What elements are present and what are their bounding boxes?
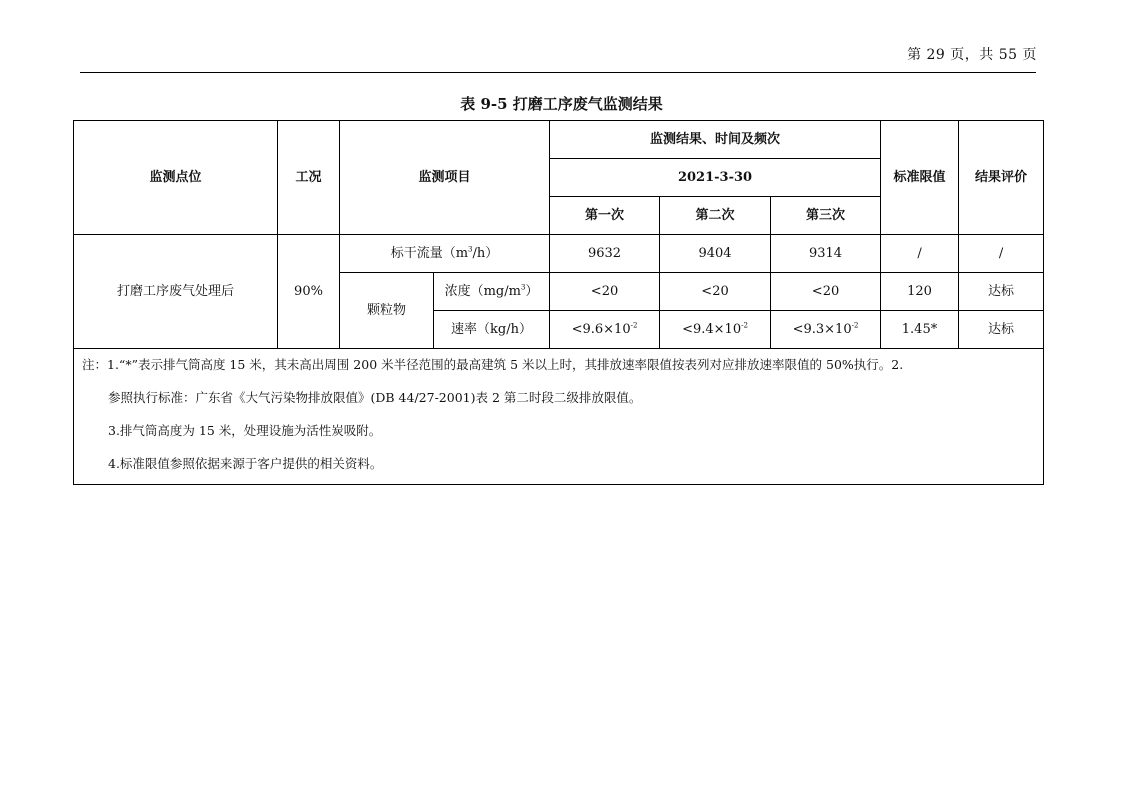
flow-limit: / [881,235,959,273]
monitoring-point-label: 打磨工序废气处理后 [116,283,234,299]
header-time-1: 第一次 [550,197,660,235]
rate-value-2-base: <9.4×10 [682,321,742,337]
rate-value-2-exp: -2 [741,321,748,330]
item-concentration-sup: 3 [520,283,526,292]
notes-row [74,349,1044,485]
concentration-value-2: <20 [660,273,771,311]
rate-value-1 [550,311,660,349]
concentration-evaluation: 达标 [959,273,1044,311]
item-flow-label: 标干流量（m [390,245,469,261]
item-concentration-label: 浓度（mg/m [444,283,521,299]
header-time-3: 第三次 [771,197,881,235]
flow-value-1: 9632 [550,235,660,273]
item-concentration-tail: ） [525,283,539,299]
header-date: 2021-3-30 [550,159,881,197]
rate-value-3 [771,311,881,349]
note-1: 注：1.“*”表示排气筒高度 15 米，其未高出周围 200 米半径范围的最高建筑 5 米以上时，其排放速率限值按表列对应排放速率限值的 50%执行。2. [82,357,904,372]
condition-value: 90% [294,283,323,299]
header-point: 监测点位 [74,121,278,235]
header-evaluation: 结果评价 [959,121,1044,235]
notes-cell [74,349,1044,485]
header-time-2: 第二次 [660,197,771,235]
table-row [74,235,1044,273]
note-3: 3.排气筒高度为 15 米，处理设施为活性炭吸附。 [108,423,382,438]
rate-value-2 [660,311,771,349]
rate-limit: 1.45* [881,311,959,349]
monitoring-results-table [73,120,1044,485]
note-2: 参照执行标准：广东省《大气污染物排放限值》(DB 44/27-2001)表 2 第二时段二级排放限值。 [108,390,642,405]
flow-value-3: 9314 [771,235,881,273]
rate-value-3-exp: -2 [851,321,859,330]
condition-cell [278,235,340,349]
rate-evaluation: 达标 [959,311,1044,349]
item-flow-sup: 3 [468,245,473,254]
header-limit: 标准限值 [881,121,959,235]
rate-value-1-base: <9.6×10 [571,321,631,337]
concentration-value-3: <20 [771,273,881,311]
header-result-group: 监测结果、时间及频次 [550,121,881,159]
table-title: 表 9-5 打磨工序废气监测结果 [460,95,663,113]
flow-value-2: 9404 [660,235,771,273]
item-rate-cell: 速率（kg/h） [434,311,550,349]
header-row-1 [74,121,1044,159]
header-condition: 工况 [278,121,340,235]
item-flow-cell [340,235,550,273]
header-item: 监测项目 [340,121,550,235]
item-concentration-cell [434,273,550,311]
flow-evaluation: / [959,235,1044,273]
page-number: 第 29 页，共 55 页 [907,47,1037,63]
item-flow-tail: /h） [472,245,499,261]
rate-value-3-base: <9.3×10 [792,321,852,337]
monitoring-point-cell [74,235,278,349]
note-4: 4.标准限值参照依据来源于客户提供的相关资料。 [108,456,383,471]
rate-value-1-exp: -2 [630,321,638,330]
concentration-limit: 120 [881,273,959,311]
header-divider [80,72,1036,73]
concentration-value-1: <20 [550,273,660,311]
particulate-group-cell: 颗粒物 [340,273,434,349]
